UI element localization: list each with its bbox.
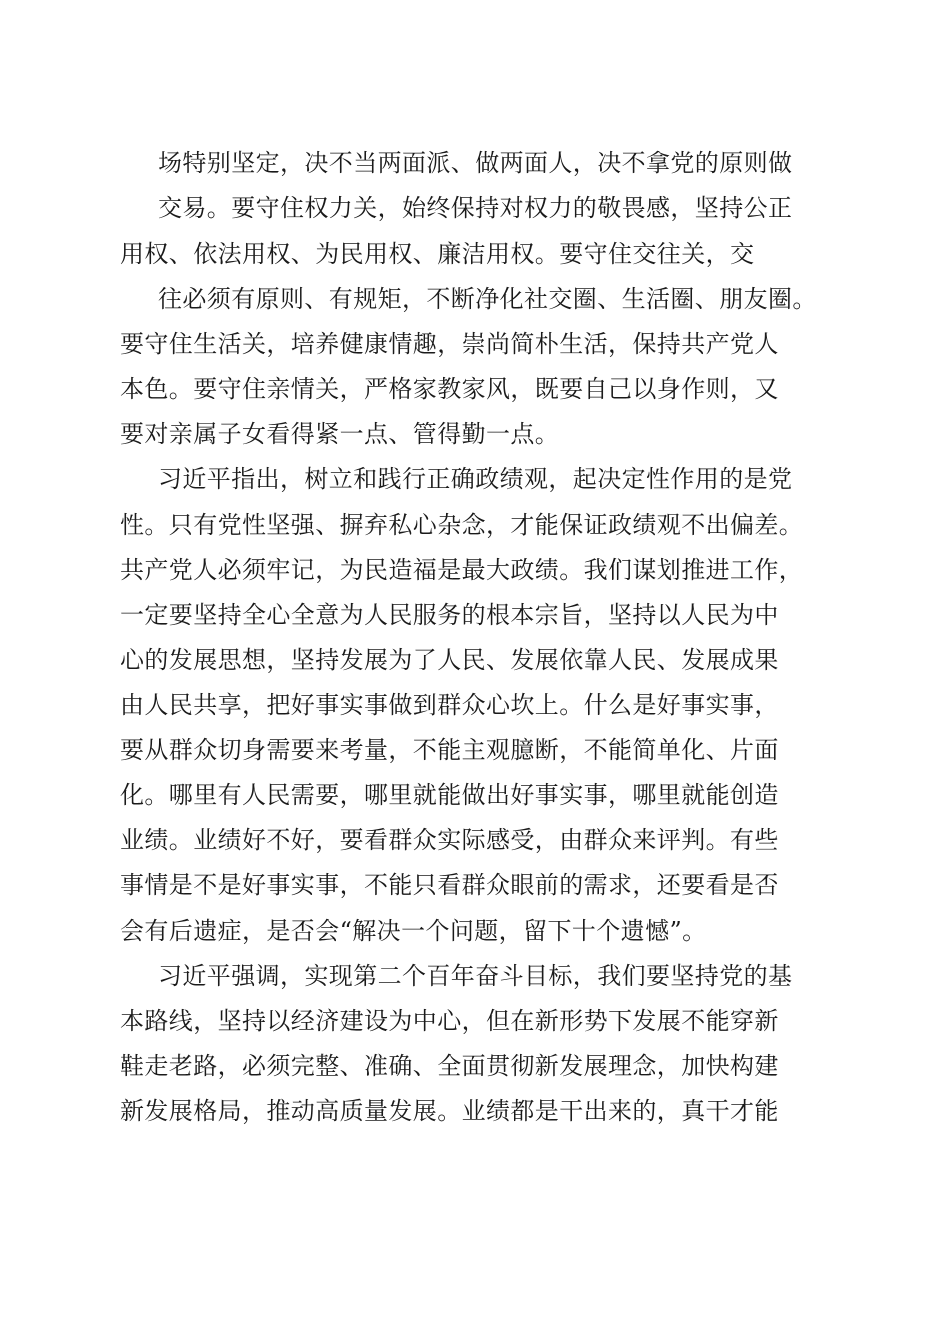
text-line: 事情是不是好事实事，不能只看群众眼前的需求，还要看是否	[120, 871, 779, 899]
text-line: 习近平强调，实现第二个百年奋斗目标，我们要坚持党的基	[158, 962, 793, 990]
text-line: 场特别坚定，决不当两面派、做两面人，决不拿党的原则做	[158, 149, 793, 177]
text-line: 交易。要守住权力关，始终保持对权力的敬畏感，坚持公正	[158, 194, 793, 222]
text-line: 由人民共享，把好事实事做到群众心坎上。什么是好事实事，	[120, 691, 779, 719]
text-line: 新发展格局，推动高质量发展。业绩都是干出来的，真干才能	[120, 1097, 779, 1125]
text-line: 会有后遗症，是否会“解决一个问题，留下十个遗憾”。	[120, 917, 707, 945]
text-line: 共产党人必须牢记，为民造福是最大政绩。我们谋划推进工作，	[120, 556, 804, 584]
text-line: 用权、依法用权、为民用权、廉洁用权。要守住交往关，交	[120, 240, 755, 268]
text-line: 鞋走老路，必须完整、准确、全面贯彻新发展理念，加快构建	[120, 1052, 779, 1080]
text-line: 本色。要守住亲情关，严格家教家风，既要自己以身作则，又	[120, 375, 779, 403]
text-line: 要从群众切身需要来考量，不能主观臆断，不能简单化、片面	[120, 736, 779, 764]
text-line: 往必须有原则、有规矩，不断净化社交圈、生活圈、朋友圈。	[158, 285, 817, 313]
text-line: 性。只有党性坚强、摒弃私心杂念，才能保证政绩观不出偏差。	[120, 511, 804, 539]
text-line: 业绩。业绩好不好，要看群众实际感受，由群众来评判。有些	[120, 826, 779, 854]
text-line: 化。哪里有人民需要，哪里就能做出好事实事，哪里就能创造	[120, 781, 779, 809]
text-line: 习近平指出，树立和践行正确政绩观，起决定性作用的是党	[158, 465, 793, 493]
text-line: 心的发展思想，坚持发展为了人民、发展依靠人民、发展成果	[120, 646, 779, 674]
text-line: 一定要坚持全心全意为人民服务的根本宗旨，坚持以人民为中	[120, 601, 779, 629]
text-line: 要守住生活关，培养健康情趣，崇尚简朴生活，保持共产党人	[120, 330, 779, 358]
text-line: 要对亲属子女看得紧一点、管得勤一点。	[120, 420, 560, 448]
text-line: 本路线，坚持以经济建设为中心，但在新形势下发展不能穿新	[120, 1007, 779, 1035]
